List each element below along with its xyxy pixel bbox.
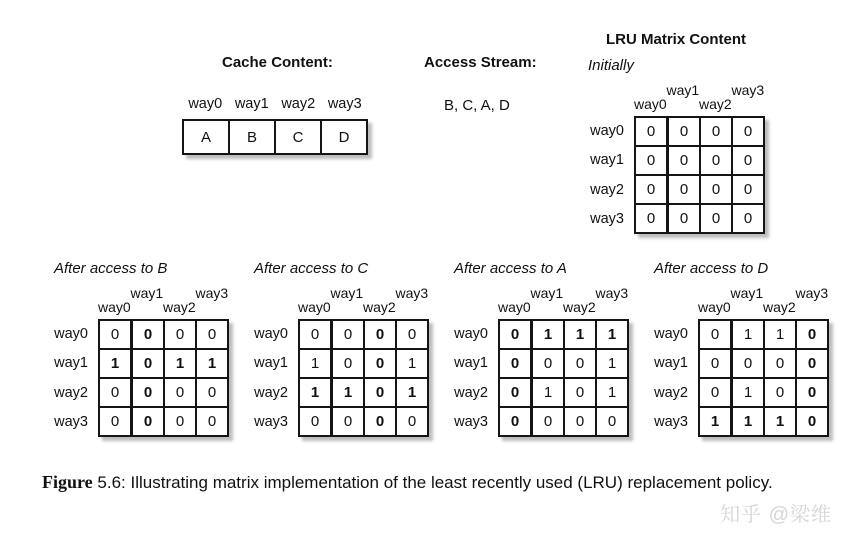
matrix-cell: 0 xyxy=(532,349,565,378)
col-header-way0: way0 xyxy=(498,299,531,315)
matrix-cell: 1 xyxy=(99,349,132,378)
matrix-cell: 1 xyxy=(564,320,596,349)
matrix-cell: 1 xyxy=(732,407,765,436)
row-header-way2: way2 xyxy=(654,384,688,401)
col-header-way0: way0 xyxy=(634,96,667,112)
row-header-way3: way3 xyxy=(454,414,488,431)
col-header-way3: way3 xyxy=(595,285,629,301)
matrix-cell: 0 xyxy=(564,407,596,436)
matrix-cell: 0 xyxy=(796,349,828,378)
col-header-spacer xyxy=(131,301,164,314)
matrix-row xyxy=(299,349,428,378)
col-header-way1: way1 xyxy=(130,285,164,301)
matrix-cell: 0 xyxy=(699,320,732,349)
matrix-cell: 0 xyxy=(732,349,765,378)
matrix-cell: 0 xyxy=(99,320,132,349)
matrix-cell: 0 xyxy=(196,407,228,436)
row-header-way2: way2 xyxy=(454,384,488,401)
matrix-row xyxy=(499,378,628,407)
col-header-way2: way2 xyxy=(363,299,396,315)
cache-cell-way3: D xyxy=(321,120,367,154)
col-header-spacer xyxy=(667,98,700,111)
matrix-cell: 0 xyxy=(364,320,396,349)
matrix-after-access-d xyxy=(640,260,840,437)
matrix-cell: 1 xyxy=(532,378,565,407)
matrix-row xyxy=(635,146,764,175)
access-stream-value: B, C, A, D xyxy=(444,97,510,114)
figure-caption-label: Figure xyxy=(42,472,93,492)
matrix-row xyxy=(699,378,828,407)
col-header-way1: way1 xyxy=(730,285,764,301)
matrix-cell: 0 xyxy=(564,378,596,407)
matrix-cell: 0 xyxy=(299,320,332,349)
matrix-title: After access to D xyxy=(654,260,769,277)
col-header-way0: way0 xyxy=(98,299,131,315)
lru-matrix-table xyxy=(634,116,765,234)
matrix-row xyxy=(499,407,628,436)
matrix-cell: 0 xyxy=(132,349,165,378)
matrix-cell: 1 xyxy=(164,349,196,378)
row-header-way2: way2 xyxy=(590,181,624,198)
matrix-cell: 0 xyxy=(332,320,365,349)
matrix-row xyxy=(635,175,764,204)
matrix-cell: 0 xyxy=(332,407,365,436)
lru-matrix-table xyxy=(298,319,429,437)
col-header-way1: way1 xyxy=(530,285,564,301)
matrix-column-headers xyxy=(634,84,776,116)
cache-cell-way1: B xyxy=(229,120,275,154)
col-header-spacer xyxy=(796,301,829,314)
matrix-title: After access to B xyxy=(54,260,168,277)
matrix-cell: 1 xyxy=(732,378,765,407)
matrix-cell: 0 xyxy=(796,320,828,349)
matrix-column-headers xyxy=(98,287,240,319)
matrix-after-access-b xyxy=(40,260,240,437)
matrix-row xyxy=(499,349,628,378)
col-header-spacer xyxy=(531,301,564,314)
matrix-cell: 0 xyxy=(732,204,764,233)
cache-cell-way2: C xyxy=(275,120,321,154)
lru-matrix-table xyxy=(498,319,629,437)
matrix-cell: 0 xyxy=(132,407,165,436)
row-header-way3: way3 xyxy=(54,414,88,431)
matrix-cell: 0 xyxy=(364,407,396,436)
matrix-cell: 0 xyxy=(700,175,732,204)
cache-table xyxy=(182,119,368,155)
matrix-cell: 0 xyxy=(700,117,732,146)
matrix-row xyxy=(499,320,628,349)
matrix-row xyxy=(635,204,764,233)
matrix-row xyxy=(699,320,828,349)
col-header-spacer xyxy=(196,301,229,314)
matrix-after-access-c xyxy=(240,260,440,437)
col-header-way2: way2 xyxy=(763,299,796,315)
row-header-way3: way3 xyxy=(590,211,624,228)
row-header-way0: way0 xyxy=(654,325,688,342)
matrix-row xyxy=(635,117,764,146)
row-header-way3: way3 xyxy=(654,414,688,431)
matrix-row-headers xyxy=(40,319,98,437)
row-header-way3: way3 xyxy=(254,414,288,431)
matrix-cell: 0 xyxy=(796,378,828,407)
matrix-row xyxy=(99,320,228,349)
matrix-cell: 0 xyxy=(635,204,668,233)
matrix-cell: 0 xyxy=(699,349,732,378)
col-header-way3: way3 xyxy=(395,285,429,301)
row-header-way1: way1 xyxy=(590,152,624,169)
matrix-title: After access to C xyxy=(254,260,369,277)
cache-col-header-way0: way0 xyxy=(188,96,223,112)
matrix-column-headers xyxy=(298,287,440,319)
matrix-cell: 0 xyxy=(99,407,132,436)
matrix-cell: 0 xyxy=(699,378,732,407)
matrix-cell: 0 xyxy=(764,349,796,378)
matrix-row-headers xyxy=(240,319,298,437)
col-header-way3: way3 xyxy=(195,285,229,301)
matrix-cell: 1 xyxy=(699,407,732,436)
col-header-spacer xyxy=(396,301,429,314)
cache-content-block xyxy=(182,96,368,155)
matrix-cell: 1 xyxy=(332,378,365,407)
matrix-row xyxy=(299,320,428,349)
row-header-way0: way0 xyxy=(254,325,288,342)
matrix-cell: 0 xyxy=(700,204,732,233)
matrix-row-headers xyxy=(576,116,634,234)
matrix-cell: 0 xyxy=(364,378,396,407)
matrix-column-headers xyxy=(698,287,840,319)
matrix-cell: 0 xyxy=(732,117,764,146)
matrix-cell: 1 xyxy=(596,349,628,378)
matrix-cell: 0 xyxy=(635,175,668,204)
matrix-cell: 0 xyxy=(635,117,668,146)
cache-col-header-way1: way1 xyxy=(234,96,269,112)
cache-cell-way0: A xyxy=(183,120,229,154)
matrix-row xyxy=(699,407,828,436)
col-header-way2: way2 xyxy=(699,96,732,112)
zhihu-watermark: 知乎 @梁维 xyxy=(720,504,832,526)
matrix-cell: 1 xyxy=(396,349,428,378)
col-header-way3: way3 xyxy=(795,285,829,301)
matrix-cell: 0 xyxy=(596,407,628,436)
row-header-way0: way0 xyxy=(54,325,88,342)
col-header-way2: way2 xyxy=(163,299,196,315)
matrix-cell: 0 xyxy=(635,146,668,175)
matrix-cell: 0 xyxy=(364,349,396,378)
col-header-way1: way1 xyxy=(330,285,364,301)
matrix-cell: 0 xyxy=(499,407,532,436)
matrix-cell: 0 xyxy=(668,204,701,233)
matrix-cell: 0 xyxy=(732,175,764,204)
row-header-way1: way1 xyxy=(454,355,488,372)
matrix-cell: 0 xyxy=(796,407,828,436)
col-header-way1: way1 xyxy=(666,82,700,98)
matrix-title: Initially xyxy=(588,57,634,74)
matrix-row xyxy=(99,407,228,436)
matrix-row xyxy=(699,349,828,378)
matrix-cell: 0 xyxy=(99,378,132,407)
matrix-cell: 1 xyxy=(532,320,565,349)
matrix-cell: 0 xyxy=(499,320,532,349)
row-header-way1: way1 xyxy=(654,355,688,372)
col-header-spacer xyxy=(596,301,629,314)
matrix-cell: 0 xyxy=(132,378,165,407)
matrix-row xyxy=(299,407,428,436)
matrix-cell: 1 xyxy=(196,349,228,378)
matrix-cell: 0 xyxy=(564,349,596,378)
matrix-cell: 1 xyxy=(299,378,332,407)
matrix-cell: 0 xyxy=(668,146,701,175)
row-header-way2: way2 xyxy=(54,384,88,401)
col-header-spacer xyxy=(732,98,765,111)
matrix-column-headers xyxy=(498,287,640,319)
matrix-cell: 1 xyxy=(764,407,796,436)
matrix-cell: 0 xyxy=(132,320,165,349)
matrix-cell: 0 xyxy=(732,146,764,175)
figure-caption xyxy=(42,470,834,495)
matrix-cell: 1 xyxy=(596,378,628,407)
access-stream-title: Access Stream: xyxy=(424,54,537,71)
matrix-after-access-a xyxy=(440,260,640,437)
col-header-spacer xyxy=(331,301,364,314)
lru-matrix-table xyxy=(98,319,229,437)
matrix-cell: 0 xyxy=(668,175,701,204)
matrix-row xyxy=(99,378,228,407)
matrix-cell: 1 xyxy=(396,378,428,407)
lru-matrix-table xyxy=(698,319,829,437)
col-header-spacer xyxy=(731,301,764,314)
row-header-way0: way0 xyxy=(590,122,624,139)
matrix-cell: 0 xyxy=(164,407,196,436)
matrix-initially xyxy=(576,57,776,234)
col-header-way3: way3 xyxy=(731,82,765,98)
matrix-cell: 0 xyxy=(668,117,701,146)
matrix-row xyxy=(299,378,428,407)
matrix-cell: 0 xyxy=(700,146,732,175)
cache-column-headers xyxy=(182,96,368,112)
col-header-way0: way0 xyxy=(298,299,331,315)
row-header-way1: way1 xyxy=(54,355,88,372)
matrix-cell: 0 xyxy=(499,378,532,407)
matrix-title: After access to A xyxy=(454,260,567,277)
matrix-row-headers xyxy=(640,319,698,437)
matrix-cell: 1 xyxy=(596,320,628,349)
cache-row xyxy=(183,120,367,154)
matrix-cell: 0 xyxy=(332,349,365,378)
matrix-cell: 0 xyxy=(164,320,196,349)
col-header-way0: way0 xyxy=(698,299,731,315)
cache-content-title: Cache Content: xyxy=(222,54,333,71)
col-header-way2: way2 xyxy=(563,299,596,315)
matrix-cell: 0 xyxy=(532,407,565,436)
cache-col-header-way3: way3 xyxy=(327,96,362,112)
row-header-way1: way1 xyxy=(254,355,288,372)
row-header-way2: way2 xyxy=(254,384,288,401)
row-header-way0: way0 xyxy=(454,325,488,342)
matrix-cell: 0 xyxy=(196,320,228,349)
figure-caption-text: 5.6: Illustrating matrix implementation of the least recently used (LRU) replacement policy. xyxy=(97,473,773,492)
matrix-cell: 1 xyxy=(764,320,796,349)
matrix-row xyxy=(99,349,228,378)
cache-col-header-way2: way2 xyxy=(281,96,316,112)
matrix-cell: 1 xyxy=(732,320,765,349)
matrix-cell: 0 xyxy=(196,378,228,407)
matrix-cell: 0 xyxy=(299,407,332,436)
matrix-cell: 0 xyxy=(396,407,428,436)
matrix-cell: 0 xyxy=(499,349,532,378)
matrix-row-headers xyxy=(440,319,498,437)
matrix-cell: 0 xyxy=(396,320,428,349)
lru-matrix-content-title: LRU Matrix Content xyxy=(606,31,746,48)
matrix-cell: 0 xyxy=(164,378,196,407)
matrix-cell: 1 xyxy=(299,349,332,378)
matrix-cell: 0 xyxy=(764,378,796,407)
